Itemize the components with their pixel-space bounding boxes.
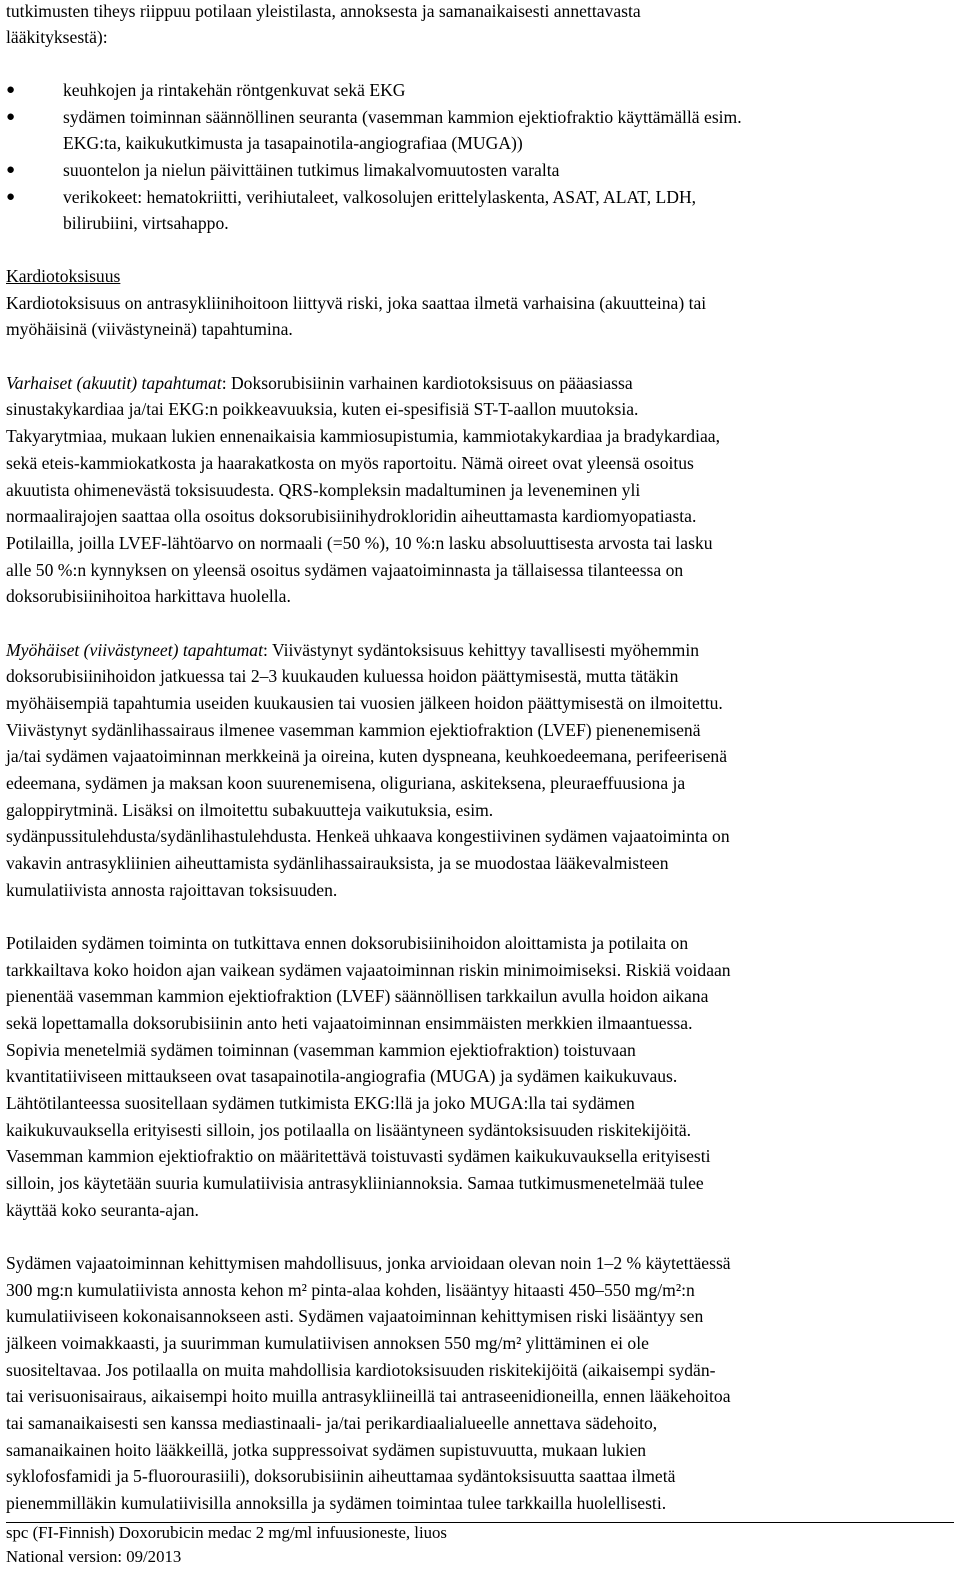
paragraph-line: Takyarytmiaa, mukaan lukien ennenaikaisia kammiosupistumia, kammiotakykardiaa ja bradykardiaa, [6, 426, 721, 446]
paragraph-line: samanaikainen hoito lääkkeillä, jotka suppressoivat sydämen supistuvuutta, mukaan lukien [6, 1440, 647, 1460]
paragraph-line: vakavin antrasykliinien aiheuttamista sydänlihassairauksista, ja se muodostaa lääkevalmisteen [6, 853, 669, 873]
paragraph-line: suositeltavaa. Jos potilaalla on muita mahdollisia kardiotoksisuuden riskitekijöitä (aikaisempi sydän- [6, 1360, 716, 1380]
paragraph-line: tai samanaikaisesti sen kanssa mediastinaali- ja/tai perikardiaalialueelle annettava sädehoito, [6, 1413, 658, 1433]
early-events-label: Varhaiset (akuutit) tapahtumat [6, 373, 222, 393]
bullet-marker: ● [6, 82, 16, 98]
paragraph-line: kumulatiiviseen kokonaisannokseen asti. Sydämen vajaatoiminnan kehittymisen riski lisääntyy sen [6, 1306, 704, 1326]
paragraph-line: tarkkailtava koko hoidon ajan vaikean sydämen vajaatoiminnan riskin minimoimiseksi. Riskiä voidaan [6, 960, 731, 980]
paragraph-line: normaalirajojen saattaa olla osoitus doksorubisiinihydrokloridin aiheuttamasta kardiomyopatiasta. [6, 506, 697, 526]
paragraph-line: alle 50 %:n kynnyksen on yleensä osoitus sydämen vajaatoiminnasta ja tällaisessa tilanteessa on [6, 560, 684, 580]
bullet-marker: ● [6, 189, 16, 205]
paragraph-line: Sydämen vajaatoiminnan kehittymisen mahdollisuus, jonka arvioidaan olevan noin 1–2 % käytettäessä [6, 1253, 731, 1273]
paragraph-line: Viivästynyt sydänlihassairaus ilmenee vasemman kammion ejektiofraktion (LVEF) pienenemisenä [6, 720, 701, 740]
bullet-item: keuhkojen ja rintakehän röntgenkuvat sekä EKG [63, 80, 406, 100]
early-events-lead [6, 372, 633, 394]
late-events-lead [6, 639, 699, 661]
paragraph-line: kumulatiivista annosta rajoittavan toksisuuden. [6, 880, 338, 900]
paragraph-line: myöhäisempiä tapahtumia useiden kuukausien tai vuosien jälkeen hoidon päättymisestä on ilmoitettu. [6, 693, 723, 713]
bullet-item: verikokeet: hematokriitti, verihiutaleet, valkosolujen erittelylaskenta, ASAT, ALAT, LDH, [63, 187, 697, 207]
bullet-marker: ● [6, 162, 16, 178]
paragraph-line: Potilaiden sydämen toiminta on tutkittava ennen doksorubisiinihoidon aloittamista ja potilaita on [6, 933, 689, 953]
paragraph-line: pienentää vasemman kammion ejektiofraktion (LVEF) säännöllisen tarkkailun avulla hoidon aikana [6, 986, 709, 1006]
paragraph-line: pienemmilläkin kumulatiivisilla annoksilla ja sydämen toimintaa tulee tarkkailla huolellisesti. [6, 1493, 667, 1513]
section-heading: Kardiotoksisuus [6, 266, 121, 286]
paragraph-line: silloin, jos käytetään suuria kumulatiivisia antrasykliiniannoksia. Samaa tutkimusmenetelmää tulee [6, 1173, 704, 1193]
paragraph-line: Potilailla, joilla LVEF-lähtöarvo on normaali (=50 %), 10 %:n lasku absoluuttisesta arvosta tai lasku [6, 533, 713, 553]
footer-version: National version: 09/2013 [6, 1547, 182, 1566]
intro-line: lääkityksestä): [6, 27, 108, 47]
paragraph-line: akuutista ohimenevästä toksisuudesta. QRS-kompleksin madaltuminen ja leveneminen yli [6, 480, 641, 500]
late-events-text: : Viivästynyt sydäntoksisuus kehittyy tavallisesti myöhemmin [263, 640, 700, 660]
paragraph-line: doksorubisiinihoitoa harkittava huolella. [6, 586, 291, 606]
late-events-label: Myöhäiset (viivästyneet) tapahtumat [6, 640, 263, 660]
bullet-item-continued: EKG:ta, kaikukutkimusta ja tasapainotila-angiografiaa (MUGA)) [63, 133, 523, 153]
paragraph-line: edeemana, sydämen ja maksan koon suurenemisena, oliguriana, askiteksena, pleuraeffuusiona ja [6, 773, 686, 793]
intro-line: tutkimusten tiheys riippuu potilaan yleistilasta, annoksesta ja samanaikaisesti annettavasta [6, 1, 641, 21]
paragraph-line: kvantitatiiviseen mittaukseen ovat tasapainotila-angiografia (MUGA) ja sydämen kaikukuvaus. [6, 1066, 678, 1086]
paragraph-line: jälkeen voimakkaasti, ja suurimman kumulatiivisen annoksen 550 mg/m² ylittäminen ei ole [6, 1333, 649, 1353]
paragraph-line: Lähtötilanteessa suositellaan sydämen tutkimista EKG:llä ja joko MUGA:lla tai sydämen [6, 1093, 635, 1113]
bullet-item: suuontelon ja nielun päivittäinen tutkimus limakalvomuutosten varalta [63, 160, 560, 180]
bullet-marker: ● [6, 109, 16, 125]
bullet-item: sydämen toiminnan säännöllinen seuranta (vasemman kammion ejektiofraktio käyttämällä esim. [63, 107, 742, 127]
paragraph-line: galoppirytminä. Lisäksi on ilmoitettu subakuutteja vaikutuksia, esim. [6, 800, 494, 820]
paragraph-line: 300 mg:n kumulatiivista annosta kehon m² pinta-alaa kohden, lisääntyy hitaasti 450–550 mg/m²:n [6, 1280, 695, 1300]
paragraph-line: tai verisuonisairaus, aikaisempi hoito muilla antrasykliineillä tai antraseenidioneilla, ennen lääkehoitoa [6, 1386, 731, 1406]
paragraph-line: Sopivia menetelmiä sydämen toiminnan (vasemman kammion ejektiofraktion) toistuvaan [6, 1040, 636, 1060]
paragraph-line: sinustakykardiaa ja/tai EKG:n poikkeavuuksia, kuten ei-spesifisiä ST-T-aallon muutoksia. [6, 399, 639, 419]
paragraph-line: syklofosfamidi ja 5-fluorourasiili), doksorubisiinin aiheuttamaa sydäntoksisuutta saattaa ilmetä [6, 1466, 676, 1486]
paragraph-line: ja/tai sydämen vajaatoiminnan merkkeinä ja oireina, kuten dyspneana, keuhkoedeemana, perifeerisenä [6, 746, 728, 766]
bullet-item-continued: bilirubiini, virtsahappo. [63, 213, 229, 233]
early-events-text: : Doksorubisiinin varhainen kardiotoksisuus on pääasiassa [221, 373, 633, 393]
footer-product: spc (FI-Finnish) Doxorubicin medac 2 mg/ml infuusioneste, liuos [6, 1523, 447, 1542]
paragraph-line: kaikukuvauksella erityisesti silloin, jos potilaalla on lisääntyneen sydäntoksisuuden riskitekijöitä. [6, 1120, 692, 1140]
paragraph-line: Kardiotoksisuus on antrasykliinihoitoon liittyvä riski, joka saattaa ilmetä varhaisina (akuutteina) tai [6, 293, 707, 313]
paragraph-line: sydänpussitulehdusta/sydänlihastulehdusta. Henkeä uhkaava kongestiivinen sydämen vajaatoiminta on [6, 826, 730, 846]
paragraph-line: sekä lopettamalla doksorubisiinin anto heti vajaatoiminnan ensimmäisten merkkien ilmaantuessa. [6, 1013, 693, 1033]
paragraph-line: doksorubisiinihoidon jatkuessa tai 2–3 kuukauden kuluessa hoidon päättymisestä, mutta tätäkin [6, 666, 679, 686]
paragraph-line: myöhäisinä (viivästyneinä) tapahtumina. [6, 319, 293, 339]
paragraph-line: sekä eteis-kammiokatkosta ja haarakatkosta on myös raportoitu. Nämä oireet ovat yleensä osoitus [6, 453, 694, 473]
paragraph-line: käyttää koko seuranta-ajan. [6, 1200, 199, 1220]
paragraph-line: Vasemman kammion ejektiofraktio on määritettävä toistuvasti sydämen kaikukuvauksella erityisesti [6, 1146, 711, 1166]
